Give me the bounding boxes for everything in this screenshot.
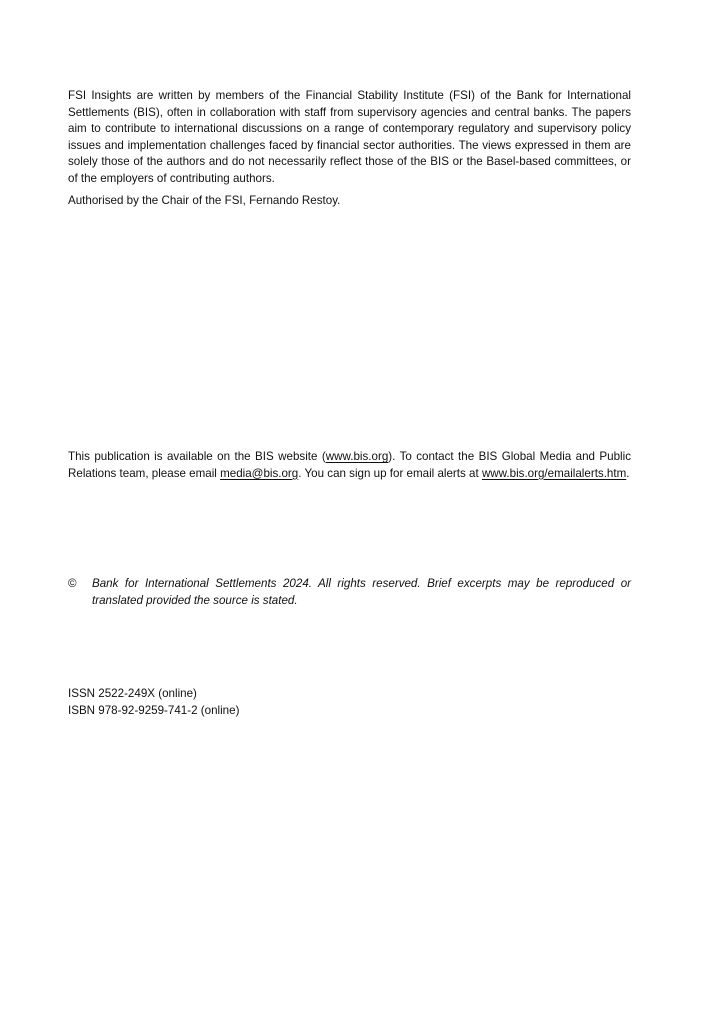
fsi-insights-disclaimer [68, 88, 631, 188]
copyright-notice [68, 576, 631, 609]
availability-text-end: . [626, 466, 630, 480]
publication-identifiers [68, 686, 631, 719]
media-email-link[interactable]: media@bis.org [220, 466, 299, 480]
availability-text-intro: This publication is available on the BIS website ( [68, 450, 326, 463]
issn-number: ISSN 2522-249X (online) [68, 687, 197, 700]
copyright-text: Bank for International Settlements 2024. All rights reserved. Brief excerpts may be reproduced or translated provided the source is stated. [92, 577, 631, 607]
publication-availability [68, 449, 631, 482]
availability-text-contact: ). To contact the BIS Global Media and Public Relations team, please email [68, 450, 631, 480]
disclaimer-paragraph: FSI Insights are written by members of the Financial Stability Institute (FSI) of the Bank for International Settlements (BIS), often in collaboration with staff from supervisory agencies and central banks. The papers aim to contribute to international discussions on a range of contemporary regulatory and supervisory policy issues and implementation challenges faced by financial sector authorities. The views expressed in them are solely those of the authors and do not necessarily reflect those of the BIS or the Basel-based committees, or of the employers of contributing authors. [68, 89, 631, 185]
email-alerts-link[interactable]: www.bis.org/emailalerts.htm [481, 466, 627, 480]
authorisation-statement: Authorised by the Chair of the FSI, Fernando Restoy. [68, 194, 341, 207]
availability-paragraph [68, 449, 631, 482]
bis-website-link[interactable]: www.bis.org [325, 450, 389, 463]
copyright-symbol: © [68, 577, 77, 590]
isbn-number: ISBN 978-92-9259-741-2 (online) [68, 703, 240, 717]
availability-text-alerts: . You can sign up for email alerts at [298, 466, 482, 480]
